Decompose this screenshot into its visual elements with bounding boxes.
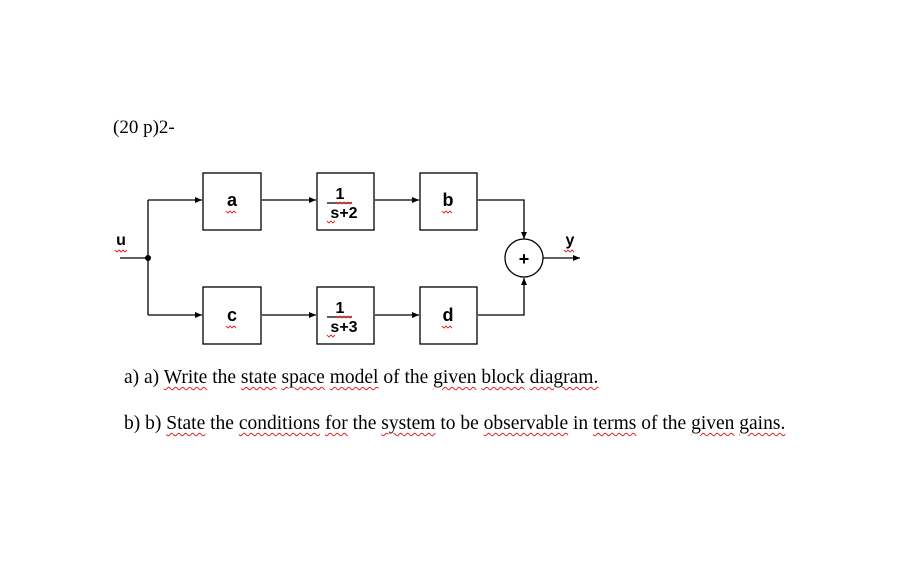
gain-c-label: c bbox=[226, 305, 238, 325]
split-junction-dot bbox=[145, 255, 151, 261]
tf-top-numerator: 1 bbox=[335, 186, 345, 203]
tf-bottom-denominator: s+3 bbox=[330, 319, 358, 336]
summing-sign: + bbox=[518, 249, 530, 269]
input-label: u bbox=[116, 232, 126, 249]
squiggle-c bbox=[226, 326, 236, 328]
problem-label: (20 p)2- bbox=[113, 117, 175, 138]
squiggle-u bbox=[115, 250, 127, 252]
squiggle-a bbox=[226, 211, 236, 213]
output-label: y bbox=[565, 232, 575, 249]
question-a-text: a) a) Write the state space model of the given block diagram. bbox=[124, 367, 599, 388]
top-return-line bbox=[478, 200, 524, 239]
tf-bottom-numerator: 1 bbox=[335, 300, 345, 317]
question-a bbox=[124, 367, 598, 389]
squiggle-d bbox=[442, 326, 452, 328]
tf-top-denominator: s+2 bbox=[330, 205, 358, 222]
question-b bbox=[124, 413, 785, 435]
squiggle-y bbox=[564, 250, 574, 252]
squiggle-b bbox=[442, 211, 452, 213]
gain-a-label: a bbox=[226, 190, 238, 210]
bottom-return-line bbox=[478, 278, 524, 315]
gain-b-label: b bbox=[442, 190, 454, 210]
question-b-text: b) b) State the conditions for the system to be observable in terms of the given gains. bbox=[124, 413, 786, 434]
gain-d-label: d bbox=[442, 305, 454, 325]
